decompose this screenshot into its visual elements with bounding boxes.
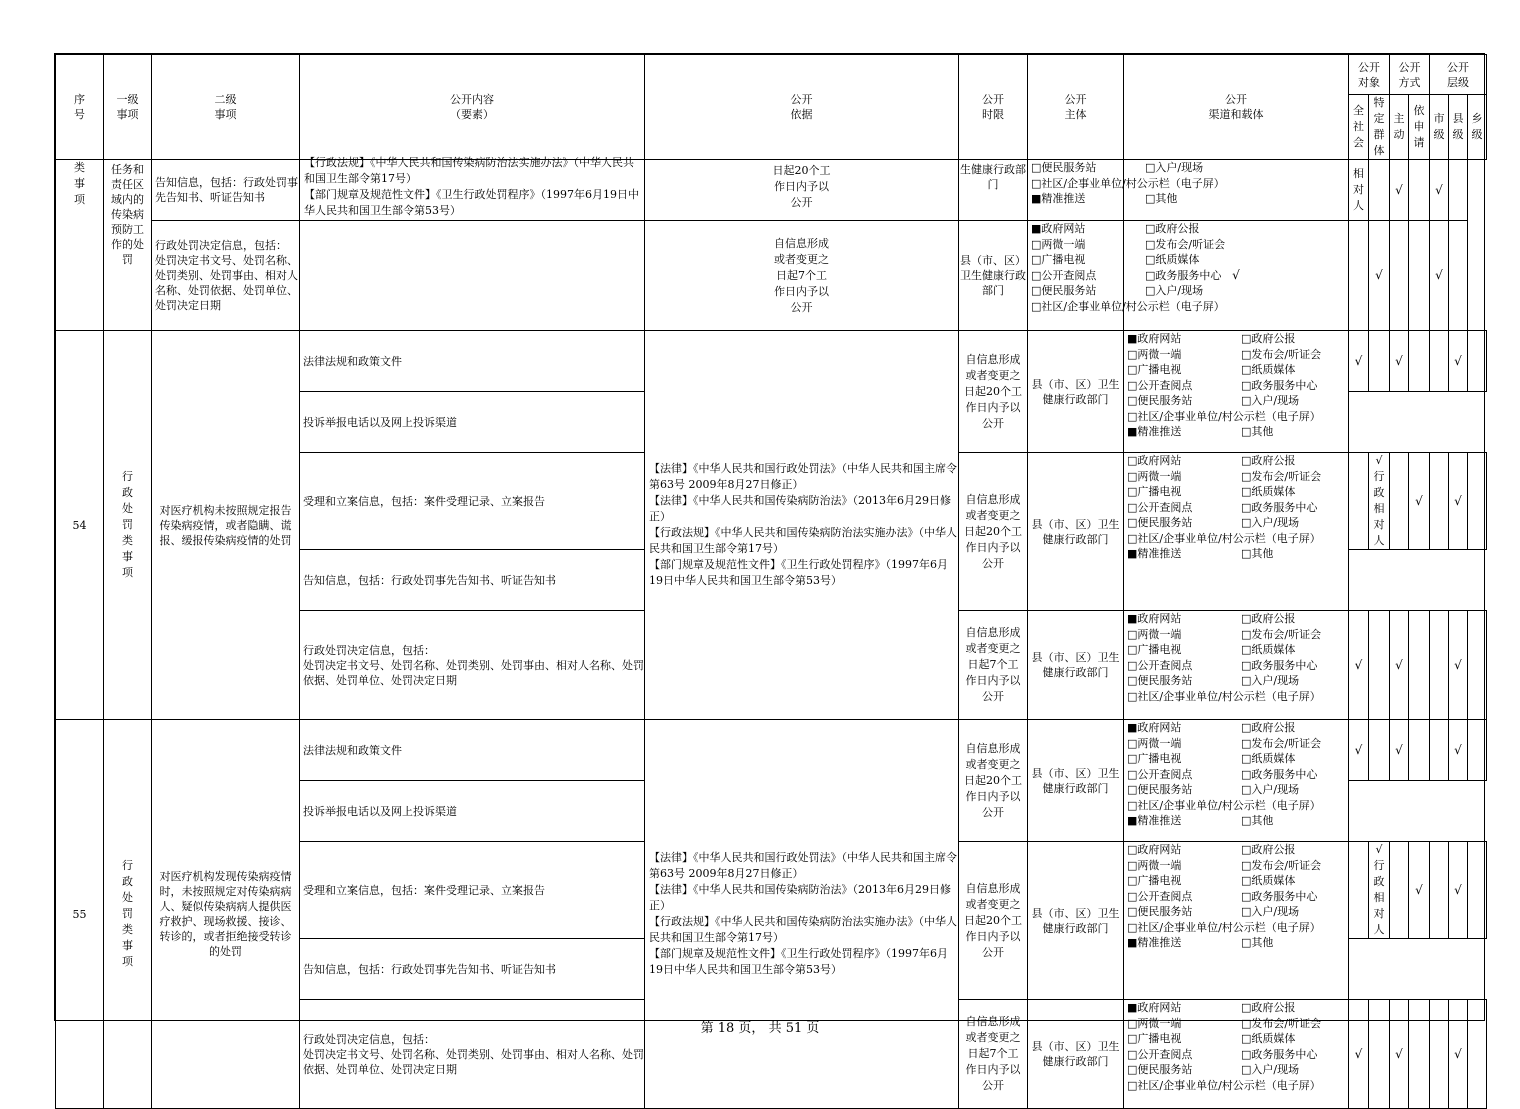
tick-city — [1430, 1000, 1449, 1109]
tick-active — [1390, 842, 1409, 939]
content-decision: 行政处罚决定信息，包括： 处罚决定书文号、处罚名称、处罚类别、处罚事由、相对人名称、处罚依据、处罚单位、处罚决定日期 — [300, 1000, 645, 1109]
carry-tick-city — [1409, 160, 1430, 221]
content-complaint: 投诉举报电话以及网上投诉渠道 — [300, 781, 645, 842]
tick-request: √ — [1409, 842, 1430, 939]
carry-timing-b: 自信息形成 或者变更之 日起7个工 作日内予以 公开 — [645, 221, 959, 331]
carry-lvl2: 任务和责任区域内的传染病预防工作的处罚 — [104, 160, 152, 331]
tick-request — [1390, 221, 1409, 331]
content-accept: 受理和立案信息，包括：案件受理记录、立案报告 — [300, 842, 645, 939]
content-notice: 告知信息，包括：行政处罚事先告知书、听证告知书 — [300, 550, 645, 611]
header-mode-active: 主动 — [1390, 95, 1409, 160]
tick-all: √ — [1349, 331, 1369, 392]
item-lvl2: 对医疗机构未按照规定报告传染病疫情，或者隐瞒、谎报、缓报传染病疫情的处罚 — [152, 331, 300, 720]
tick-city — [1430, 331, 1449, 392]
header-level-city: 市级 — [1430, 95, 1449, 160]
channel-list: □政府网站 □政府公报 □两微一端 □发布会/听证会 □广播电视 □纸质媒体 □公开查阅点 □政务服务中心 □便民服务站 □入户/现场 □社区/企事业单位/村公示栏（电子屏） ■精准推送 □其他 — [1127, 454, 1322, 560]
header-level: 公开 层级 — [1430, 55, 1487, 95]
carry-subject-a: 生健康行政部门 — [959, 160, 1028, 221]
carry-specific: 相对人 — [1349, 160, 1369, 221]
tick-active: √ — [1390, 720, 1409, 781]
carry-row-notice — [56, 160, 1487, 221]
disclosure-table — [55, 54, 1487, 1109]
tick-town — [1468, 453, 1487, 550]
tick-city — [1430, 720, 1449, 781]
channel-list: ■政府网站 □政府公报 □两微一端 □发布会/听证会 □广播电视 □纸质媒体 □公开查阅点 □政务服务中心 □便民服务站 □入户/现场 □社区/企事业单位/村公示栏（电子屏） ■精准推送 □其他 — [1127, 332, 1322, 438]
channels — [1124, 1000, 1349, 1109]
item-lvl1: 行政处罚类事项 — [104, 720, 152, 1109]
tick-county: √ — [1449, 1000, 1468, 1109]
carry-subject-b: 县（市、区）卫生健康行政部门 — [959, 221, 1028, 331]
tick-city — [1430, 842, 1449, 939]
tick-specific — [1369, 611, 1390, 720]
tick-active: √ — [1369, 221, 1390, 331]
carry-basis: 【行政法规】《中华人民共和国传染病防治法实施办法》（中华人民共和国卫生部令第17号） 【部门规章及规范性文件】《卫生行政处罚程序》（1997年6月19日中华人民共和国卫生部令第53号） — [300, 160, 645, 221]
tick-active: √ — [1390, 1000, 1409, 1109]
tick-town — [1468, 720, 1487, 781]
header-channel: 公开 渠道和载体 — [1124, 55, 1349, 160]
item-basis: 【法律】《中华人民共和国行政处罚法》（中华人民共和国主席令第63号 2009年8月27日修正） 【法律】《中华人民共和国传染病防治法》（2013年6月29日修正） 【行政法规】《中华人民共和国传染病防治法实施办法》（中华人民共和国卫生部令第17号） 【部门规章及规范性文件】《卫生行政处罚程序》（1997年6月19日中华人民共和国卫生部令第53号） — [645, 720, 959, 1109]
subject: 县（市、区）卫生健康行政部门 — [1028, 842, 1124, 1000]
item-55-row-laws — [56, 720, 1487, 781]
carry-tick-county: √ — [1430, 160, 1449, 221]
channel-list: ■政府网站 □政府公报 □两微一端 □发布会/听证会 □广播电视 □纸质媒体 □公开查阅点 □政务服务中心 □便民服务站 □入户/现场 □社区/企事业单位/村公示栏（电子屏） — [1127, 612, 1322, 703]
header-level-county: 县级 — [1449, 95, 1468, 160]
item-seq: 54 — [56, 331, 104, 720]
content-laws: 法律法规和政策文件 — [300, 331, 645, 392]
header-mode-request: 依申请 — [1409, 95, 1430, 160]
item-basis: 【法律】《中华人民共和国行政处罚法》（中华人民共和国主席令第63号 2009年8月27日修正） 【法律】《中华人民共和国传染病防治法》（2013年6月29日修正） 【行政法规】《中华人民共和国传染病防治法实施办法》（中华人民共和国卫生部令第17号） 【部门规章及规范性文件】《卫生行政处罚程序》（1997年6月19日中华人民共和国卫生部令第53号） — [645, 331, 959, 720]
tick-all: √ — [1349, 1000, 1369, 1109]
tick-county: √ — [1449, 842, 1468, 939]
channel-list: ■政府网站 □政府公报 □两微一端 □发布会/听证会 □广播电视 □纸质媒体 □公开查阅点 □政务服务中心 □便民服务站 □入户/现场 □社区/企事业单位/村公示栏（电子屏） — [1127, 1001, 1322, 1092]
content-decision: 行政处罚决定信息，包括： 处罚决定书文号、处罚名称、处罚类别、处罚事由、相对人名称、处罚依据、处罚单位、处罚决定日期 — [300, 611, 645, 720]
channel-list: ■政府网站 □政府公报 □两微一端 □发布会/听证会 □广播电视 □纸质媒体 □公开查阅点 □政务服务中心 □便民服务站 □入户/现场 □社区/企事业单位/村公示栏（电子屏） ■精准推送 □其他 — [1127, 721, 1322, 827]
tick-specific — [1349, 221, 1369, 331]
tick-all — [1349, 453, 1369, 550]
carry-channels-a — [1028, 160, 1225, 221]
tick-town — [1468, 331, 1487, 392]
subject: 县（市、区）卫生健康行政部门 — [1028, 611, 1124, 720]
tick-specific — [1369, 720, 1390, 781]
timing: 自信息形成 或者变更之 日起20个工 作日内予以 公开 — [959, 331, 1028, 453]
tick-city — [1409, 221, 1430, 331]
item-seq: 55 — [56, 720, 104, 1109]
channels — [1124, 842, 1349, 1000]
page-footer: 第 18 页， 共 51 页 — [700, 1021, 820, 1036]
tick-active: √ — [1390, 331, 1409, 392]
carry-channel-list: □便民服务站 □入户/现场 □社区/企事业单位/村公示栏（电子屏） ■精准推送 □其他 — [1031, 161, 1225, 205]
header-basis: 公开 依据 — [645, 55, 959, 160]
tick-town — [1468, 1000, 1487, 1109]
header-target-specific: 特定群体 — [1369, 95, 1390, 160]
tick-city — [1430, 453, 1449, 550]
tick-request — [1409, 331, 1430, 392]
content-notice: 告知信息，包括：行政处罚事先告知书、听证告知书 — [300, 939, 645, 1000]
carry-basis-empty — [300, 221, 645, 331]
tick-specific — [1369, 331, 1390, 392]
header-target-all: 全社会 — [1349, 95, 1369, 160]
specific-target: √ 行政相对人 — [1369, 453, 1390, 550]
timing: 自信息形成 或者变更之 日起7个工 作日内予以 公开 — [959, 611, 1028, 720]
header-level-town: 乡级 — [1468, 95, 1487, 160]
header-lvl2: 二级 事项 — [152, 55, 300, 160]
tick-city — [1430, 611, 1449, 720]
carry-row-decision — [56, 221, 1487, 331]
channels — [1124, 611, 1349, 720]
channels — [1124, 720, 1349, 842]
timing: 自信息形成 或者变更之 日起20个工 作日内予以 公开 — [959, 842, 1028, 1000]
header-lvl1: 一级 事项 — [104, 55, 152, 160]
tick-county: √ — [1449, 453, 1468, 550]
header-seq: 序 号 — [56, 55, 104, 160]
tick-all — [1349, 842, 1369, 939]
tick-county: √ — [1449, 611, 1468, 720]
header-content: 公开内容 （要素） — [300, 55, 645, 160]
tick-request — [1409, 720, 1430, 781]
tick-request: √ — [1409, 453, 1430, 550]
tick-specific — [1369, 1000, 1390, 1109]
tick-town — [1449, 221, 1468, 331]
content-laws: 法律法规和政策文件 — [300, 720, 645, 781]
tick-all: √ — [1349, 720, 1369, 781]
header-timing: 公开 时限 — [959, 55, 1028, 160]
subject: 县（市、区）卫生健康行政部门 — [1028, 453, 1124, 611]
timing: 自信息形成 或者变更之 日起7个工 作日内予以 公开 — [959, 1000, 1028, 1109]
carry-content-notice: 告知信息，包括：行政处罚事先告知书、听证告知书 — [152, 160, 300, 221]
tick-all: √ — [1349, 611, 1369, 720]
header-mode: 公开 方式 — [1390, 55, 1430, 95]
subject: 县（市、区）卫生健康行政部门 — [1028, 1000, 1124, 1109]
carry-content-decision: 行政处罚决定信息，包括： 处罚决定书文号、处罚名称、处罚类别、处罚事由、相对人名称、处罚依据、处罚单位、处罚决定日期 — [152, 221, 300, 331]
tick-town — [1468, 611, 1487, 720]
tick-town — [1468, 842, 1487, 939]
subject: 县（市、区）卫生健康行政部门 — [1028, 331, 1124, 453]
content-accept: 受理和立案信息，包括：案件受理记录、立案报告 — [300, 453, 645, 550]
content-complaint: 投诉举报电话以及网上投诉渠道 — [300, 392, 645, 453]
channels — [1124, 331, 1349, 453]
tick-active: √ — [1390, 611, 1409, 720]
channel-list: ■政府网站 □政府公报 □两微一端 □发布会/听证会 □广播电视 □纸质媒体 □公开查阅点 □政务服务中心 □便民服务站 □入户/现场 □社区/企事业单位/村公示栏（电子屏） — [1031, 222, 1226, 313]
specific-target: √ 行政相对人 — [1369, 842, 1390, 939]
carry-channels-b — [1028, 221, 1226, 331]
channel-list: □政府网站 □政府公报 □两微一端 □发布会/听证会 □广播电视 □纸质媒体 □公开查阅点 □政务服务中心 □便民服务站 □入户/现场 □社区/企事业单位/村公示栏（电子屏） ■精准推送 □其他 — [1127, 843, 1322, 949]
header-row-1 — [56, 55, 1487, 95]
subject: 县（市、区）卫生健康行政部门 — [1028, 720, 1124, 842]
tick-request — [1409, 611, 1430, 720]
tick-county: √ — [1449, 720, 1468, 781]
tick-all: √ — [1124, 221, 1349, 331]
header-target: 公开 对象 — [1349, 55, 1390, 95]
timing: 自信息形成 或者变更之 日起20个工 作日内予以 公开 — [959, 453, 1028, 611]
carry-tick-active — [1369, 160, 1390, 221]
timing: 自信息形成 或者变更之 日起20个工 作日内予以 公开 — [959, 720, 1028, 842]
carry-lvl1: 类事项 — [56, 160, 104, 331]
tick-county: √ — [1449, 331, 1468, 392]
item-lvl2: 对医疗机构发现传染病疫情时，未按照规定对传染病病人、疑似传染病病人提供医疗救护、现场救援、接诊、转诊的，或者拒绝接受转诊的处罚 — [152, 720, 300, 1109]
tick-county: √ — [1430, 221, 1449, 331]
carry-tick-town — [1449, 160, 1468, 221]
item-54-row-laws — [56, 331, 1487, 392]
header-subject: 公开 主体 — [1028, 55, 1124, 160]
tick-request — [1409, 1000, 1430, 1109]
tick-active — [1390, 453, 1409, 550]
carry-tick-request: √ — [1390, 160, 1409, 221]
channels — [1124, 453, 1349, 611]
carry-timing-a: 日起20个工 作日内予以 公开 — [645, 160, 959, 221]
item-lvl1: 行政处罚类事项 — [104, 331, 152, 720]
